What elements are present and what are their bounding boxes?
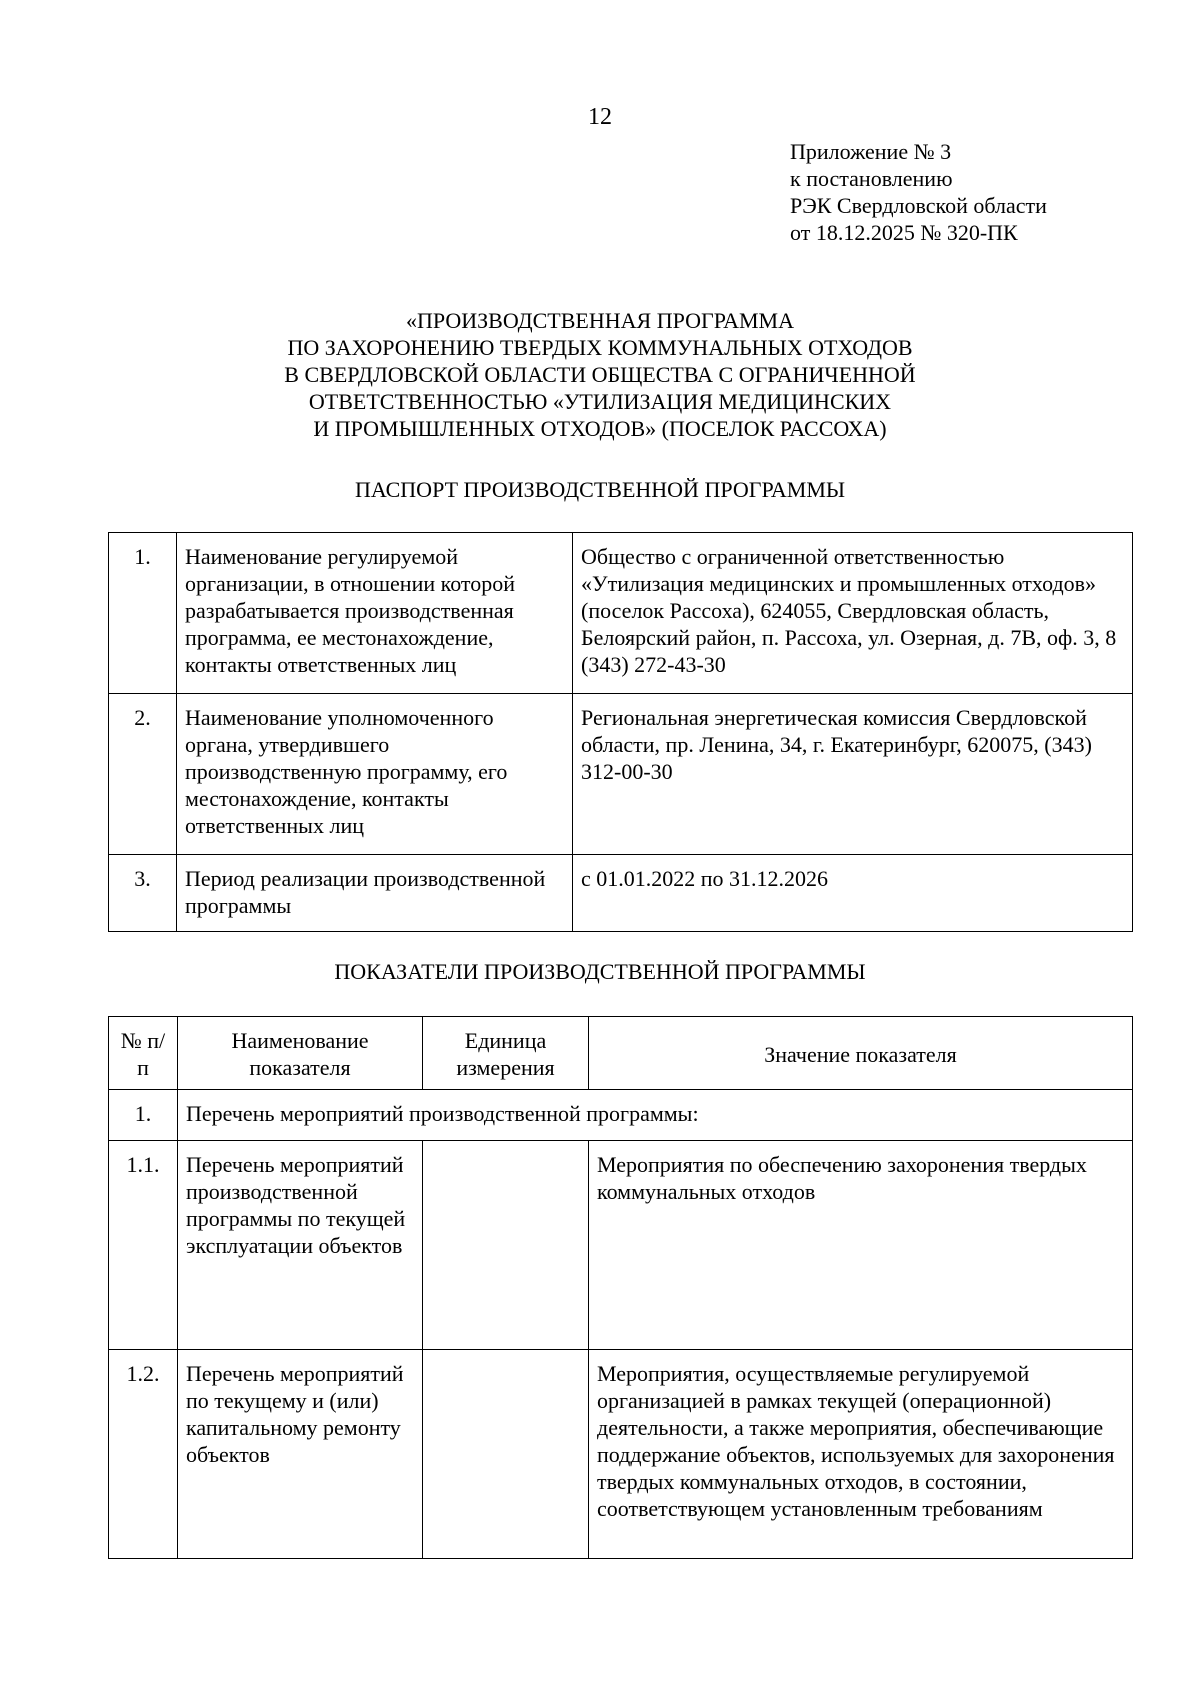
header-value: Значение показателя [589, 1017, 1133, 1090]
title-line: ОТВЕТСТВЕННОСТЬЮ «УТИЛИЗАЦИЯ МЕДИЦИНСКИХ [308, 389, 892, 414]
title-line: И ПРОМЫШЛЕННЫХ ОТХОДОВ» (ПОСЕЛОК РАССОХА) [313, 416, 887, 441]
row-number: 1. [109, 1090, 178, 1141]
row-value: Общество с ограниченной ответственностью «Утилизация медицинских и промышленных отходов» (поселок Рассоха), 624055, Свердловская область, Белоярский район, п. Рассоха, ул. Озерная, д. 7В, оф. 3, 8 (343) 272-43-30 [573, 533, 1133, 694]
row-value: Мероприятия, осуществляемые регулируемой организацией в рамках текущей (операционной) деятельности, а также мероприятия, обеспечивающие поддержание объектов, используемых для захоронения твердых коммунальных отходов, в состоянии, соответствующем установленным требованиям [589, 1350, 1133, 1559]
row-number: 2. [109, 694, 177, 855]
page-number: 12 [588, 104, 612, 130]
row-unit [423, 1350, 589, 1559]
table-row [109, 855, 1133, 932]
header-unit: Единица измерения [423, 1017, 589, 1090]
appendix-line: Приложение № 3 [790, 139, 952, 164]
row-name: Перечень мероприятий производственной программы по текущей эксплуатации объектов [178, 1141, 423, 1350]
table-row [109, 533, 1133, 694]
row-number: 1.2. [109, 1350, 178, 1559]
row-group-text: Перечень мероприятий производственной программы: [178, 1090, 1133, 1141]
row-value: Региональная энергетическая комиссия Свердловской области, пр. Ленина, 34, г. Екатеринбург, 620075, (343) 312-00-30 [573, 694, 1133, 855]
table-row [109, 1350, 1133, 1559]
indicators-table [108, 1016, 1133, 1559]
row-unit [423, 1141, 589, 1350]
passport-section-title: ПАСПОРТ ПРОИЗВОДСТВЕННОЙ ПРОГРАММЫ [354, 477, 846, 502]
row-name: Перечень мероприятий по текущему и (или) капитальному ремонту объектов [178, 1350, 423, 1559]
row-value: Мероприятия по обеспечению захоронения твердых коммунальных отходов [589, 1141, 1133, 1350]
title-line: В СВЕРДЛОВСКОЙ ОБЛАСТИ ОБЩЕСТВА С ОГРАНИЧЕННОЙ [284, 362, 916, 387]
appendix-line: РЭК Свердловской области [790, 193, 1047, 218]
table-row [109, 1090, 1133, 1141]
header-name: Наименование показателя [178, 1017, 423, 1090]
passport-table [108, 532, 1133, 932]
table-row [109, 694, 1133, 855]
row-label: Период реализации производственной программы [177, 855, 573, 932]
row-number: 1.1. [109, 1141, 178, 1350]
row-value: с 01.01.2022 по 31.12.2026 [573, 855, 1133, 932]
indicators-section-title: ПОКАЗАТЕЛИ ПРОИЗВОДСТВЕННОЙ ПРОГРАММЫ [334, 959, 866, 984]
table-row [109, 1141, 1133, 1350]
title-line: «ПРОИЗВОДСТВЕННАЯ ПРОГРАММА [405, 308, 795, 333]
appendix-line: к постановлению [790, 166, 953, 191]
header-number: № п/п [109, 1017, 178, 1090]
document-title [0, 307, 1200, 442]
appendix-block [790, 138, 1047, 246]
row-number: 1. [109, 533, 177, 694]
row-label: Наименование регулируемой организации, в отношении которой разрабатывается производственная программа, ее местонахождение, контакты ответственных лиц [177, 533, 573, 694]
row-number: 3. [109, 855, 177, 932]
title-line: ПО ЗАХОРОНЕНИЮ ТВЕРДЫХ КОММУНАЛЬНЫХ ОТХОДОВ [287, 335, 913, 360]
row-label: Наименование уполномоченного органа, утвердившего производственную программу, его местонахождение, контакты ответственных лиц [177, 694, 573, 855]
table-header-row [109, 1017, 1133, 1090]
appendix-line: от 18.12.2025 № 320-ПК [790, 220, 1018, 245]
